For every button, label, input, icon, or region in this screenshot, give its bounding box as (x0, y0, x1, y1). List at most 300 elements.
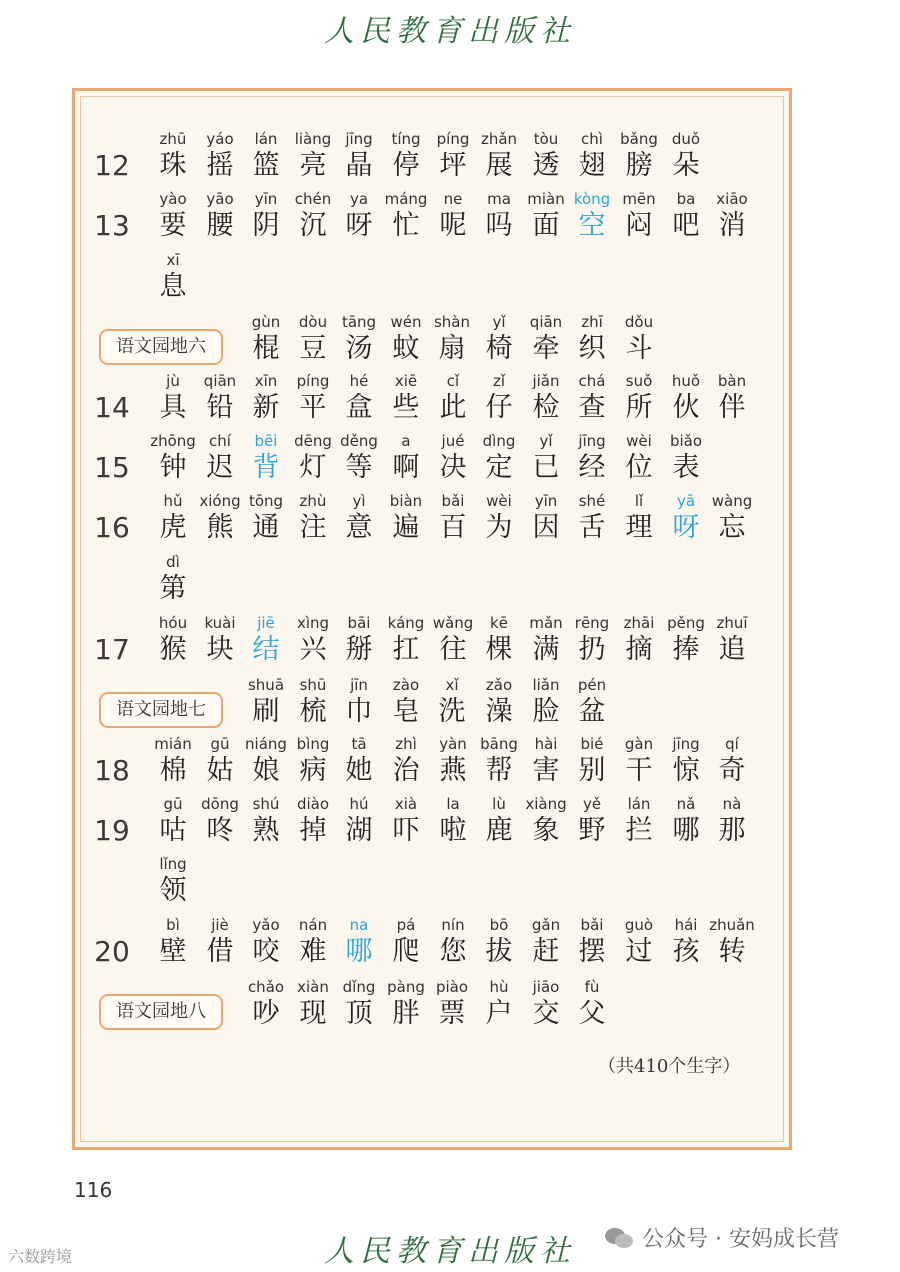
pinyin: bǎi (580, 916, 604, 934)
hanzi: 票 (438, 998, 466, 1029)
hanzi: 干 (625, 755, 653, 786)
character-cell (523, 614, 569, 668)
character-cell (663, 795, 709, 849)
hanzi: 因 (532, 512, 560, 543)
pinyin: shàn (433, 313, 471, 331)
character-cell (150, 130, 196, 184)
hanzi: 篮 (252, 150, 280, 181)
character-cell (569, 432, 615, 486)
hanzi: 胖 (392, 998, 420, 1029)
character-cell (290, 432, 336, 486)
character-cell (430, 130, 476, 184)
hanzi: 难 (299, 936, 327, 967)
hanzi: 忙 (392, 210, 420, 241)
pinyin: biǎo (669, 432, 703, 450)
character-cell (383, 916, 429, 970)
pinyin: lán (254, 130, 278, 148)
character-cell (336, 916, 382, 970)
hanzi: 意 (345, 512, 373, 543)
pinyin: jù (166, 372, 180, 390)
pinyin: duǒ (671, 130, 701, 148)
pinyin: pá (396, 916, 416, 934)
hanzi: 膀 (625, 150, 653, 181)
character-cell (383, 190, 429, 244)
character-cell (290, 676, 336, 730)
pinyin: tāng (341, 313, 377, 331)
lesson-number: 17 (94, 633, 130, 666)
character-cell (430, 795, 476, 849)
hanzi: 病 (299, 755, 327, 786)
character-cell (476, 492, 522, 546)
hanzi: 停 (392, 150, 420, 181)
pinyin: bāi (347, 614, 371, 632)
pinyin: xǐ (445, 676, 459, 694)
hanzi: 哪 (345, 936, 373, 967)
pinyin: yǐ (492, 313, 506, 331)
hanzi: 澡 (485, 696, 513, 727)
character-cell (243, 432, 289, 486)
pinyin: bāng (480, 735, 518, 753)
pinyin: zhōng (150, 432, 196, 450)
pinyin: pàng (387, 978, 425, 996)
character-cell (616, 492, 662, 546)
character-cell (523, 676, 569, 730)
pinyin: gùn (251, 313, 281, 331)
character-cell (336, 676, 382, 730)
character-cell (616, 432, 662, 486)
pinyin: yā (676, 492, 696, 510)
character-cell (290, 978, 336, 1032)
character-cell (336, 735, 382, 789)
hanzi: 刷 (252, 696, 280, 727)
hanzi: 满 (532, 634, 560, 665)
hanzi: 汤 (345, 333, 373, 364)
hanzi: 过 (625, 936, 653, 967)
pinyin: mēn (622, 190, 656, 208)
character-cell (290, 130, 336, 184)
pinyin: zhū (159, 130, 187, 148)
character-cell (150, 251, 196, 305)
pinyin: kòng (573, 190, 611, 208)
character-cell (336, 614, 382, 668)
pinyin: hài (534, 735, 558, 753)
character-cell (616, 916, 662, 970)
character-cell (336, 372, 382, 426)
hanzi: 伴 (718, 392, 746, 423)
section-badge: 语文园地八 (99, 994, 223, 1030)
character-cell (709, 190, 755, 244)
character-cell (197, 795, 243, 849)
character-cell (243, 978, 289, 1032)
character-cell (290, 190, 336, 244)
hanzi: 已 (532, 452, 560, 483)
pinyin: tōng (248, 492, 284, 510)
hanzi: 爬 (392, 936, 420, 967)
pinyin: nán (298, 916, 328, 934)
hanzi: 惊 (672, 755, 700, 786)
hanzi: 帮 (485, 755, 513, 786)
pinyin: ne (443, 190, 463, 208)
pinyin: mǎn (529, 614, 563, 632)
hanzi: 表 (672, 452, 700, 483)
hanzi: 牵 (532, 333, 560, 364)
character-cell (197, 916, 243, 970)
hanzi: 迟 (206, 452, 234, 483)
hanzi: 顶 (345, 998, 373, 1029)
hanzi: 些 (392, 392, 420, 423)
hanzi: 斗 (625, 333, 653, 364)
pinyin: shuā (247, 676, 285, 694)
character-cell (709, 735, 755, 789)
pinyin: yǐ (539, 432, 553, 450)
pinyin: shú (252, 795, 280, 813)
pinyin: lán (627, 795, 651, 813)
character-cell (476, 130, 522, 184)
character-cell (663, 372, 709, 426)
pinyin: gǎn (531, 916, 561, 934)
pinyin: qiān (529, 313, 563, 331)
character-cell (243, 614, 289, 668)
lesson-number: 12 (94, 149, 130, 182)
hanzi: 掉 (299, 815, 327, 846)
hanzi: 检 (532, 392, 560, 423)
hanzi: 脸 (532, 696, 560, 727)
pinyin: xiē (394, 372, 418, 390)
hanzi: 椅 (485, 333, 513, 364)
hanzi: 展 (485, 150, 513, 181)
hanzi: 燕 (439, 755, 467, 786)
pinyin: chì (581, 130, 603, 148)
hanzi: 沉 (299, 210, 327, 241)
hanzi: 仔 (485, 392, 513, 423)
hanzi: 翅 (578, 150, 606, 181)
hanzi: 熊 (206, 512, 234, 543)
character-cell (476, 372, 522, 426)
section-badge: 语文园地六 (99, 329, 223, 365)
hanzi: 奇 (718, 755, 746, 786)
hanzi: 盒 (345, 392, 373, 423)
hanzi: 位 (625, 452, 653, 483)
pinyin: xià (394, 795, 418, 813)
pinyin: piào (435, 978, 469, 996)
hanzi: 治 (392, 755, 420, 786)
character-cell (569, 978, 615, 1032)
pinyin: la (446, 795, 460, 813)
character-cell (197, 614, 243, 668)
hanzi: 野 (578, 815, 606, 846)
character-cell (476, 676, 522, 730)
hanzi: 象 (532, 815, 560, 846)
pinyin: bìng (296, 735, 330, 753)
hanzi: 棍 (252, 333, 280, 364)
hanzi: 遍 (392, 512, 420, 543)
pinyin: gàn (624, 735, 654, 753)
character-cell (290, 614, 336, 668)
character-cell (663, 492, 709, 546)
pinyin: gū (210, 735, 230, 753)
hanzi: 户 (485, 998, 513, 1029)
pinyin: dìng (482, 432, 516, 450)
character-cell (476, 313, 522, 367)
pinyin: hǔ (163, 492, 183, 510)
pinyin: kē (490, 614, 508, 632)
hanzi: 块 (206, 634, 234, 665)
character-cell (569, 130, 615, 184)
pinyin: diào (296, 795, 330, 813)
pinyin: bǎi (441, 492, 465, 510)
pinyin: jīng (672, 735, 700, 753)
character-cell (150, 372, 196, 426)
hanzi: 湖 (345, 815, 373, 846)
character-cell (569, 735, 615, 789)
hanzi: 父 (578, 998, 606, 1029)
hanzi: 扇 (438, 333, 466, 364)
pinyin: nín (441, 916, 465, 934)
hanzi: 鹿 (485, 815, 513, 846)
hanzi: 捧 (672, 634, 700, 665)
pinyin: tòu (533, 130, 559, 148)
pinyin: bì (166, 916, 180, 934)
pinyin: kuài (204, 614, 236, 632)
hanzi: 伙 (672, 392, 700, 423)
character-cell (243, 676, 289, 730)
hanzi: 交 (532, 998, 560, 1029)
pinyin: wén (390, 313, 422, 331)
lesson-number: 14 (94, 391, 130, 424)
character-cell (243, 190, 289, 244)
character-cell (430, 492, 476, 546)
character-cell (476, 735, 522, 789)
pinyin: pén (577, 676, 607, 694)
hanzi: 吵 (252, 998, 280, 1029)
character-cell (383, 492, 429, 546)
character-cell (523, 432, 569, 486)
pinyin: niáng (245, 735, 287, 753)
hanzi: 拦 (625, 815, 653, 846)
character-cell (430, 190, 476, 244)
hanzi: 姑 (206, 755, 234, 786)
pinyin: píng (436, 130, 470, 148)
hanzi: 皂 (392, 696, 420, 727)
hanzi: 熟 (252, 815, 280, 846)
hanzi: 决 (439, 452, 467, 483)
hanzi: 忘 (718, 512, 746, 543)
hanzi: 透 (532, 150, 560, 181)
character-cell (336, 313, 382, 367)
hanzi: 拔 (485, 936, 513, 967)
character-cell (709, 492, 755, 546)
character-cell (383, 313, 429, 367)
character-cell (383, 432, 429, 486)
character-cell (197, 190, 243, 244)
hanzi: 吗 (485, 210, 513, 241)
character-cell (336, 492, 382, 546)
character-cell (150, 190, 196, 244)
character-cell (150, 492, 196, 546)
character-cell (476, 432, 522, 486)
pinyin: wèi (626, 432, 652, 450)
hanzi: 别 (578, 755, 606, 786)
character-cell (430, 614, 476, 668)
pinyin: zhāi (623, 614, 655, 632)
pinyin: xīn (254, 372, 278, 390)
pinyin: zǐ (492, 372, 506, 390)
character-cell (197, 432, 243, 486)
character-cell (243, 372, 289, 426)
character-cell (616, 735, 662, 789)
hanzi: 具 (159, 392, 187, 423)
pinyin: mián (154, 735, 192, 753)
character-cell (709, 614, 755, 668)
hanzi: 珠 (159, 150, 187, 181)
pinyin: lǐng (159, 855, 187, 873)
pinyin: lǐ (634, 492, 644, 510)
pinyin: pěng (667, 614, 705, 632)
pinyin: xiàng (525, 795, 567, 813)
hanzi: 坪 (439, 150, 467, 181)
character-cell (243, 313, 289, 367)
pinyin: zhuī (716, 614, 748, 632)
pinyin: ya (349, 190, 369, 208)
pinyin: yào (159, 190, 187, 208)
hanzi: 呢 (439, 210, 467, 241)
pinyin: hù (489, 978, 509, 996)
character-cell (430, 432, 476, 486)
hanzi: 害 (532, 755, 560, 786)
pinyin: cǐ (446, 372, 460, 390)
pinyin: děng (340, 432, 378, 450)
pinyin: jīng (345, 130, 373, 148)
character-cell (336, 432, 382, 486)
character-cell (336, 795, 382, 849)
character-cell (150, 553, 196, 607)
page-number: 116 (74, 1178, 113, 1202)
pinyin: nǎ (676, 795, 696, 813)
pinyin: yáo (206, 130, 234, 148)
character-cell (383, 130, 429, 184)
hanzi: 晶 (345, 150, 373, 181)
lesson-number: 13 (94, 209, 130, 242)
hanzi: 吓 (392, 815, 420, 846)
character-cell (523, 313, 569, 367)
character-cell (663, 190, 709, 244)
hanzi: 新 (252, 392, 280, 423)
character-cell (150, 916, 196, 970)
hanzi: 壁 (159, 936, 187, 967)
character-cell (150, 795, 196, 849)
pinyin: zào (392, 676, 420, 694)
hanzi: 棵 (485, 634, 513, 665)
hanzi: 此 (439, 392, 467, 423)
pinyin: chí (209, 432, 231, 450)
pinyin: qí (725, 735, 739, 753)
character-cell (569, 190, 615, 244)
character-cell (290, 735, 336, 789)
pinyin: yīn (254, 190, 278, 208)
character-cell (290, 916, 336, 970)
pinyin: wàng (711, 492, 753, 510)
pinyin: dòu (298, 313, 328, 331)
pinyin: yāo (206, 190, 234, 208)
pinyin: yǎo (252, 916, 280, 934)
pinyin: lù (492, 795, 506, 813)
character-cell (430, 916, 476, 970)
pinyin: hái (674, 916, 698, 934)
character-cell (663, 735, 709, 789)
hanzi: 阴 (252, 210, 280, 241)
character-cell (569, 372, 615, 426)
hanzi: 转 (718, 936, 746, 967)
character-cell (197, 130, 243, 184)
hanzi: 啦 (439, 815, 467, 846)
pinyin: na (349, 916, 369, 934)
publisher-logo-bottom: 人民教育出版社 (324, 1234, 576, 1269)
pinyin: tā (351, 735, 367, 753)
hanzi: 领 (159, 875, 187, 906)
pinyin: liàng (294, 130, 332, 148)
pinyin: dōng (201, 795, 239, 813)
character-cell (523, 795, 569, 849)
pinyin: suǒ (625, 372, 653, 390)
pinyin: chá (578, 372, 606, 390)
hanzi: 第 (159, 573, 187, 604)
hanzi: 舌 (578, 512, 606, 543)
character-cell (523, 916, 569, 970)
character-cell (569, 916, 615, 970)
hanzi: 掰 (345, 634, 373, 665)
pinyin: jīn (350, 676, 368, 694)
character-cell (383, 978, 429, 1032)
character-cell (709, 916, 755, 970)
hanzi: 啊 (392, 452, 420, 483)
publisher-logo-top: 人民教育出版社 (324, 14, 576, 49)
pinyin: jīng (578, 432, 606, 450)
hanzi: 咕 (159, 815, 187, 846)
hanzi: 要 (159, 210, 187, 241)
section-badge: 语文园地七 (99, 692, 223, 728)
pinyin: bēi (254, 432, 278, 450)
hanzi: 所 (625, 392, 653, 423)
pinyin: xiāo (716, 190, 748, 208)
wechat-icon (604, 1226, 634, 1250)
character-cell (709, 795, 755, 849)
character-cell (243, 916, 289, 970)
hanzi: 追 (718, 634, 746, 665)
pinyin: biàn (389, 492, 423, 510)
character-cell (197, 492, 243, 546)
pinyin: liǎn (532, 676, 560, 694)
character-cell (150, 855, 196, 909)
character-cell (663, 614, 709, 668)
lesson-number: 20 (94, 935, 130, 968)
character-cell (663, 432, 709, 486)
hanzi: 扛 (392, 634, 420, 665)
pinyin: zhī (581, 313, 603, 331)
character-cell (150, 614, 196, 668)
character-cell (569, 676, 615, 730)
hanzi: 那 (718, 815, 746, 846)
pinyin: ma (487, 190, 511, 208)
pinyin: xìng (296, 614, 330, 632)
pinyin: jiǎn (532, 372, 560, 390)
character-cell (429, 978, 475, 1032)
pinyin: zhǎn (480, 130, 518, 148)
pinyin: hú (349, 795, 369, 813)
hanzi: 朵 (672, 150, 700, 181)
pinyin: shū (299, 676, 327, 694)
character-cell (523, 492, 569, 546)
character-cell (429, 313, 475, 367)
